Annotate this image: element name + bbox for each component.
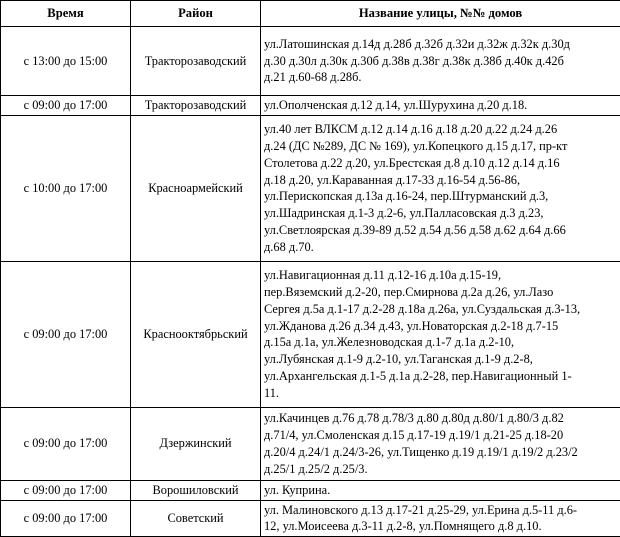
table-row [1,96,620,116]
streets-cell: ул.Качинцев д.76 д.78 д.78/3 д.80 д.80д д.80/1 д.80/3 д.82 д.71/4, ул.Смоленская д.15 д.17-19 д.19/1 д.21-25 д.18-20 д.20/4 д.24/1 д.24/3-26, ул.Тищенко д.19 д.19/1 д.19/2 д.23/2 д.25/1 д.25/2 д.25/3. [261,407,620,480]
district-cell: Красноармейский [131,115,261,261]
table-row [1,261,620,407]
streets-cell: ул.Навигационная д.11 д.12-16 д.10а д.15-19, пер.Вяземский д.2-20, пер.Смирнова д.2а д.26, ул.Лазо Сергея д.5а д.1-17 д.2-28 д.18а д.26а, ул.Суздальская д.3-13, ул.Жданова д.26 д.34 д.43, ул.Новаторская д.2-18 д.7-15 д.15а д.1а, ул.Железноводская д.1-7 д.1а д.2-10, ул.Лубянская д.1-9 д.2-10, ул.Таганская д.1-9 д.2-8, ул.Архангельская д.1-5 д.1а д.2-28, пер.Навигационный 1- 11. [261,261,620,407]
district-cell: Тракторозаводский [131,96,261,116]
table-row [1,115,620,261]
time-cell: с 09:00 до 17:00 [1,480,131,500]
table-row [1,480,620,500]
district-cell: Дзержинский [131,407,261,480]
time-cell: с 09:00 до 17:00 [1,407,131,480]
header-time: Время [1,1,131,27]
table-row [1,500,620,537]
streets-cell: ул. Малиновского д.13 д.17-21 д.25-29, ул.Ерина д.5-11 д.6- 12, ул.Моисеева д.3-11 д.2-8, ул.Помнящего д.8 д.10. [261,500,620,537]
district-cell: Советский [131,500,261,537]
time-cell: с 10:00 до 17:00 [1,115,131,261]
streets-cell: ул.Латошинская д.14д д.28б д.32б д.32и д.32ж д.32к д.30д д.30 д.30л д.30к д.30б д.38в д.38г д.38к д.38б д.40к д.42б д.21 д.60-68 д.28б. [261,27,620,96]
table-row [1,407,620,480]
streets-cell: ул. Куприна. [261,480,620,500]
district-cell: Краснооктябрьский [131,261,261,407]
streets-cell: ул.40 лет ВЛКСМ д.12 д.14 д.16 д.18 д.20 д.22 д.24 д.26 д.24 (ДС №289, ДС № 169), ул.Копецкого д.15 д.17, пр-кт Столетова д.22 д.20, ул.Брестская д.8 д.10 д.12 д.14 д.16 д.18 д.20, ул.Караванная д.17-33 д.16-54 д.56-86, ул.Перископская д.13а д.16-24, пер.Штурманский д.3, ул.Шадринская д.1-3 д.2-6, ул.Палласовская д.3 д.23, ул.Светлоярская д.39-89 д.52 д.54 д.56 д.58 д.62 д.64 д.66 д.68 д.70. [261,115,620,261]
time-cell: с 09:00 до 17:00 [1,261,131,407]
time-cell: с 09:00 до 17:00 [1,500,131,537]
time-cell: с 09:00 до 17:00 [1,96,131,116]
district-cell: Ворошиловский [131,480,261,500]
streets-cell: ул.Ополченская д.12 д.14, ул.Шурухина д.20 д.18. [261,96,620,116]
time-cell: с 13:00 до 15:00 [1,27,131,96]
district-cell: Тракторозаводский [131,27,261,96]
header-district: Район [131,1,261,27]
table-row [1,27,620,96]
header-row [1,1,620,27]
header-streets: Название улицы, №№ домов [261,1,620,27]
